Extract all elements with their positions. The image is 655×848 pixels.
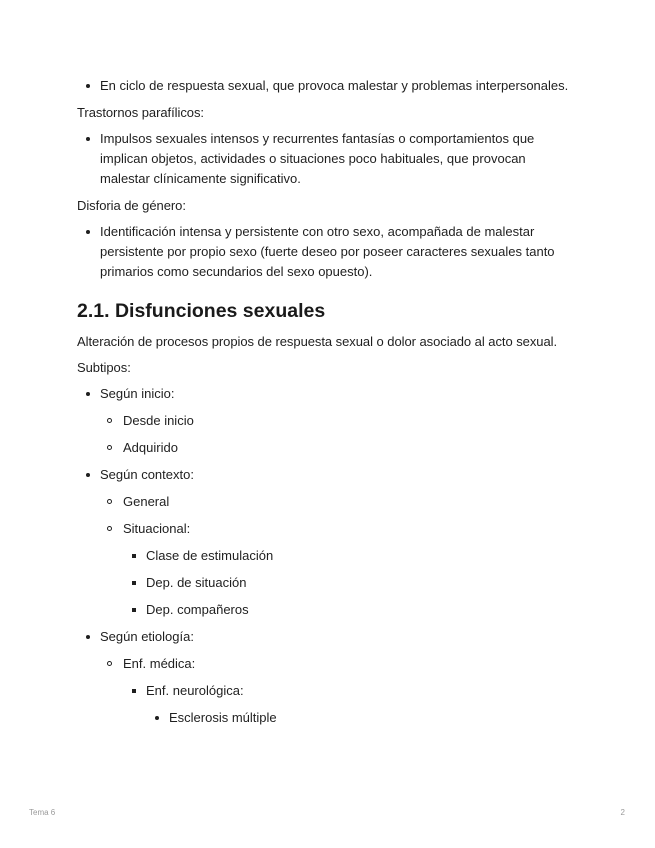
list-item: Dep. compañeros (123, 600, 577, 620)
contexto-sublist (100, 492, 577, 620)
list-item: Adquirido (100, 438, 577, 458)
disforia-label: Disforia de género: (77, 198, 186, 213)
list-item: Desde inicio (100, 411, 577, 431)
etiologia-sublist (100, 654, 577, 728)
parafilicos-label: Trastornos parafílicos: (77, 105, 204, 120)
intro-list (77, 76, 577, 96)
subtypes-label: Subtipos: (77, 360, 131, 375)
list-item: Clase de estimulación (123, 546, 577, 566)
list-item: Esclerosis múltiple (146, 708, 577, 728)
list-item: Identificación intensa y persistente con otro sexo, acompañada de malestar persistente por propio sexo (fuerte deseo por poseer caracteres sexuales tanto primarios como secundarios del sexo opuesto). (77, 222, 577, 282)
list-item: En ciclo de respuesta sexual, que provoca malestar y problemas interpersonales. (77, 76, 577, 96)
section-description: Alteración de procesos propios de respuesta sexual o dolor asociado al acto sexual. (77, 334, 558, 349)
list-item: Dep. de situación (123, 573, 577, 593)
list-item-inicio: Según inicio: Desde inicio Adquirido (77, 384, 577, 458)
list-item-contexto: Según contexto: General Situacional: Clase de estimulación Dep. de situación Dep. compañeros (77, 465, 577, 620)
list-item: General (100, 492, 577, 512)
list-item-medica: Enf. médica: Enf. neurológica: Esclerosis múltiple (100, 654, 577, 728)
disforia-list (77, 222, 577, 282)
footer-chapter: Tema 6 (29, 808, 56, 817)
neurologica-sublist (146, 708, 577, 728)
list-item-situacional: Situacional: Clase de estimulación Dep. de situación Dep. compañeros (100, 519, 577, 620)
document-page (77, 76, 577, 735)
list-item-etiologia: Según etiología: Enf. médica: Enf. neurológica: Esclerosis múltiple (77, 627, 577, 728)
subtypes-list (77, 384, 577, 728)
list-item: Impulsos sexuales intensos y recurrentes fantasías o comportamientos que implican objetos, actividades o situaciones poco habituales, que provocan malestar clínicamente significativo. (77, 129, 577, 189)
section-heading: 2.1. Disfunciones sexuales (77, 300, 326, 322)
medica-sublist (123, 681, 577, 728)
situacional-sublist (123, 546, 577, 620)
list-item-neurologica: Enf. neurológica: Esclerosis múltiple (123, 681, 577, 728)
footer-page-number: 2 (620, 808, 625, 817)
parafilicos-list (77, 129, 577, 189)
inicio-sublist (100, 411, 577, 458)
